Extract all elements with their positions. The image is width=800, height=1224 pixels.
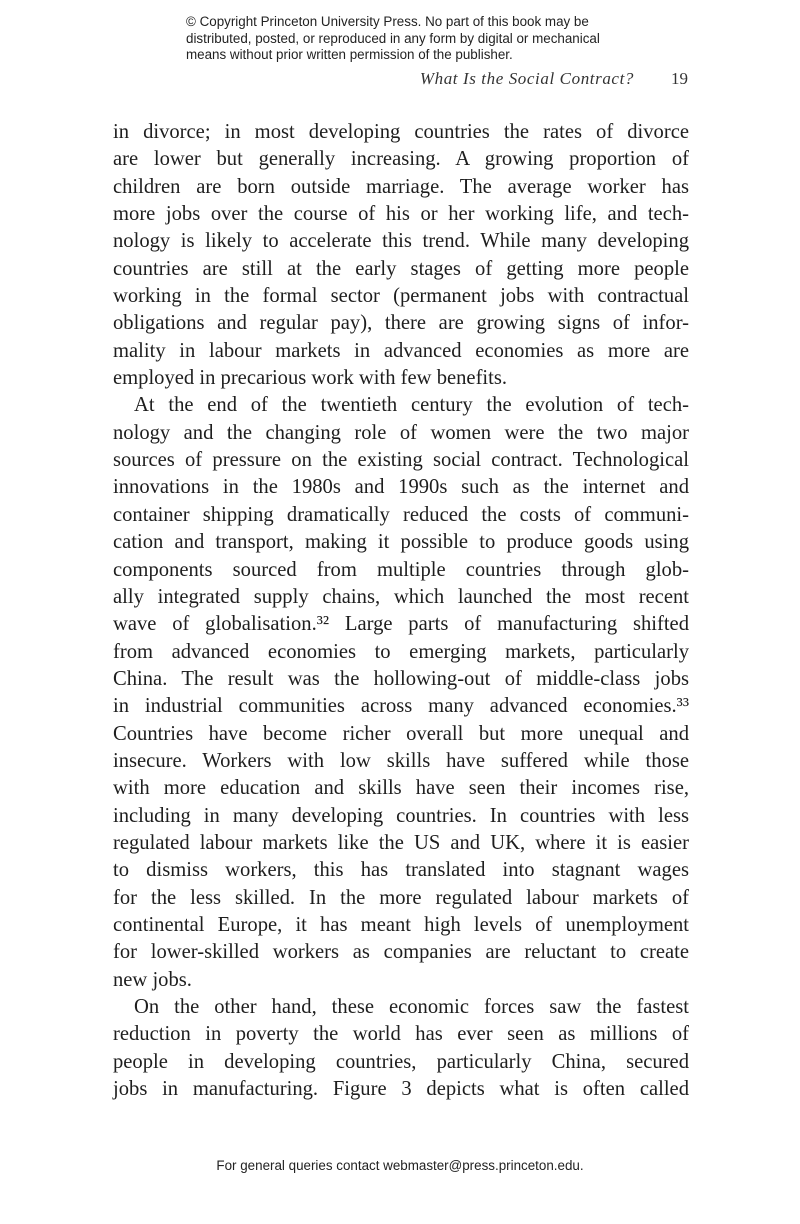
- text-line: nology is likely to accelerate this trend. While many developing: [113, 230, 689, 253]
- text-line: with more education and skills have seen their incomes rise,: [113, 777, 689, 800]
- text-line: people in developing countries, particularly China, secured: [113, 1050, 689, 1073]
- text-line: innovations in the 1980s and 1990s such as the internet and: [113, 476, 689, 499]
- paragraph: [113, 994, 689, 1103]
- text-line: reduction in poverty the world has ever seen as millions of: [113, 1023, 689, 1046]
- text-line: insecure. Workers with low skills have suffered while those: [113, 749, 689, 772]
- text-line: cation and transport, making it possible to produce goods using: [113, 531, 689, 554]
- text-line: continental Europe, it has meant high levels of unemployment: [113, 913, 689, 936]
- running-head-title: What Is the Social Contract?: [419, 69, 634, 88]
- text-line: employed in precarious work with few benefits.: [113, 367, 508, 390]
- text-line: nology and the changing role of women were the two major: [113, 421, 689, 444]
- text-line: jobs in manufacturing. Figure 3 depicts what is often called: [113, 1078, 689, 1101]
- text-line: for the less skilled. In the more regulated labour markets of: [113, 886, 689, 909]
- page-number: 19: [671, 69, 688, 88]
- text-line: to dismiss workers, this has translated into stagnant wages: [113, 859, 689, 882]
- footer-contact: For general queries contact webmaster@press.princeton.edu.: [216, 1158, 584, 1173]
- copyright-notice: [186, 14, 666, 64]
- text-line: are lower but generally increasing. A growing proportion of: [113, 148, 689, 171]
- text-line: wave of globalisation.³² Large parts of manufacturing shifted: [113, 613, 689, 636]
- text-line: ally integrated supply chains, which launched the most recent: [113, 585, 689, 608]
- text-line: from advanced economies to emerging markets, particularly: [113, 640, 689, 663]
- text-line: for lower-skilled workers as companies are reluctant to create: [113, 941, 689, 964]
- text-line: working in the formal sector (permanent jobs with contractual: [113, 285, 689, 308]
- text-line: sources of pressure on the existing social contract. Technological: [113, 449, 689, 472]
- text-line: regulated labour markets like the US and UK, where it is easier: [113, 831, 689, 854]
- text-line: in industrial communities across many advanced economies.³³: [113, 695, 689, 718]
- text-line: On the other hand, these economic forces saw the fastest: [134, 996, 689, 1018]
- text-line: children are born outside marriage. The average worker has: [113, 175, 689, 198]
- text-line: in divorce; in most developing countries the rates of divorce: [113, 121, 689, 143]
- text-line: container shipping dramatically reduced the costs of communi-: [113, 503, 689, 526]
- text-line: Countries have become richer overall but more unequal and: [113, 722, 689, 745]
- copyright-line: means without prior written permission of the publisher.: [186, 47, 513, 62]
- text-line: China. The result was the hollowing-out of middle-class jobs: [113, 667, 689, 690]
- text-line: countries are still at the early stages of getting more people: [113, 257, 689, 280]
- copyright-line: distributed, posted, or reproduced in any form by digital or mechanical: [186, 30, 600, 46]
- text-line: components sourced from multiple countries through glob-: [113, 558, 689, 581]
- text-line: At the end of the twentieth century the evolution of tech-: [134, 394, 689, 417]
- body-text: [113, 119, 689, 1103]
- copyright-line: © Copyright Princeton University Press. No part of this book may be: [186, 14, 589, 29]
- paragraph: [113, 392, 689, 994]
- text-line: mality in labour markets in advanced economies as more are: [113, 339, 689, 362]
- paragraph: [113, 119, 689, 392]
- text-line: obligations and regular pay), there are growing signs of infor-: [113, 312, 689, 335]
- text-line: including in many developing countries. In countries with less: [113, 804, 689, 827]
- text-line: new jobs.: [113, 968, 192, 991]
- text-line: more jobs over the course of his or her working life, and tech-: [113, 203, 689, 226]
